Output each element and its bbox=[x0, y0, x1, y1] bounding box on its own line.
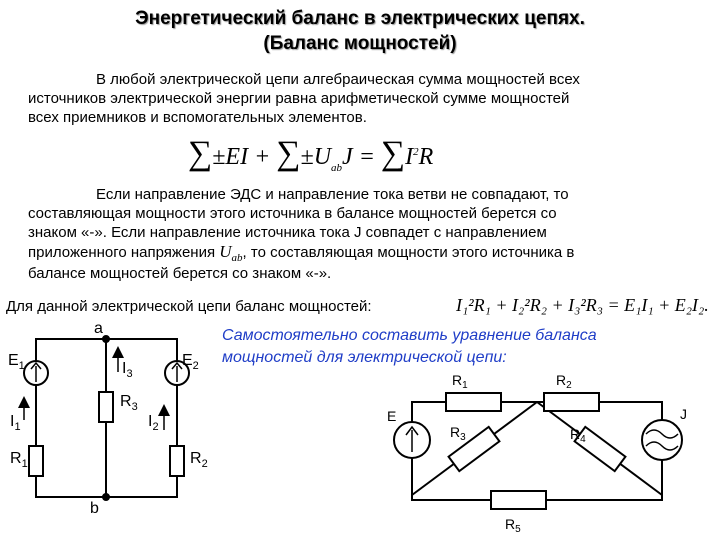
balance-label: Для данной электрической цепи баланс мощностей: bbox=[6, 298, 372, 315]
sum-sign: ∑ bbox=[276, 135, 301, 172]
node-b-dot bbox=[103, 494, 109, 500]
r5-resistor bbox=[491, 491, 546, 509]
rule-text: , то составляющая мощности этого источника в bbox=[242, 244, 575, 261]
e1-label: $E_1$ bbox=[8, 352, 25, 372]
intro-line: всех приемников и вспомогательных элементов. bbox=[28, 109, 367, 126]
node-a-label: a bbox=[94, 320, 103, 337]
intro-line: источников электрической энергии равна арифметической сумме мощностей bbox=[28, 90, 570, 107]
page-title-line2: (Баланс мощностей) bbox=[263, 33, 457, 54]
circuit-2 bbox=[394, 393, 682, 509]
formula-part: R bbox=[418, 144, 434, 170]
voltage-subscript: ab bbox=[231, 252, 243, 264]
page-title-line1: Энергетический баланс в электрических цепях. bbox=[135, 8, 585, 29]
rule-text: приложенного напряжения bbox=[28, 244, 216, 261]
formula-subscript: ab bbox=[331, 162, 343, 174]
intro-line: В любой электрической цепи алгебраическая сумма мощностей всех bbox=[96, 71, 580, 88]
formula-part: ±U bbox=[300, 144, 332, 170]
r4-label: $R_4$ bbox=[570, 426, 586, 445]
task-line2: мощностей для электрической цепи: bbox=[222, 349, 507, 366]
j-label: J bbox=[680, 406, 687, 422]
rule-line: балансе мощностей берется со знаком «-». bbox=[28, 265, 332, 282]
formula-superscript: 2 bbox=[413, 146, 419, 158]
i1-label: $I_1$ bbox=[10, 413, 21, 433]
r1-resistor bbox=[29, 446, 43, 476]
sum-sign: ∑ bbox=[380, 135, 406, 172]
r1-label: $R_1$ bbox=[10, 450, 28, 470]
i3-label: $I_3$ bbox=[122, 360, 133, 380]
r2-label: $R_2$ bbox=[190, 450, 208, 470]
formula-part: J = bbox=[342, 144, 375, 170]
r1-resistor bbox=[446, 393, 501, 411]
formula-part: ±EI + bbox=[212, 144, 271, 170]
node-a-dot bbox=[103, 336, 109, 342]
voltage-symbol: U bbox=[219, 242, 232, 261]
i2-label: $I_2$ bbox=[148, 413, 159, 433]
rule-line: знаком «-». Если направление источника тока J совпадет с направлением bbox=[28, 224, 547, 241]
rule-line: составляющая мощности этого источника в балансе мощностей берется со bbox=[28, 205, 557, 222]
rule-line: Если направление ЭДС и направление тока ветви не совпадают, то bbox=[96, 186, 569, 203]
e-label: E bbox=[387, 408, 397, 424]
balance-equation: I₁²R₁ + I₂²R₂ + I₃²R₃ = E₁I₁ + E₂I₂. bbox=[456, 295, 709, 315]
formula-part: I bbox=[405, 144, 414, 170]
r3-label: $R_3$ bbox=[450, 424, 466, 443]
r2-resistor bbox=[170, 446, 184, 476]
r2-resistor bbox=[544, 393, 599, 411]
task-line1: Самостоятельно составить уравнение баланса bbox=[222, 327, 597, 344]
r3-resistor bbox=[99, 392, 113, 422]
node-b-label: b bbox=[90, 500, 99, 517]
r5-label: $R_5$ bbox=[505, 516, 521, 535]
sum-sign: ∑ bbox=[188, 135, 213, 172]
e2-label: $E_2$ bbox=[182, 352, 199, 372]
j-current-source-icon bbox=[642, 420, 682, 460]
r3-label: $R_3$ bbox=[120, 393, 138, 413]
r2-label: $R_2$ bbox=[556, 372, 572, 391]
r1-label: $R_1$ bbox=[452, 372, 468, 391]
